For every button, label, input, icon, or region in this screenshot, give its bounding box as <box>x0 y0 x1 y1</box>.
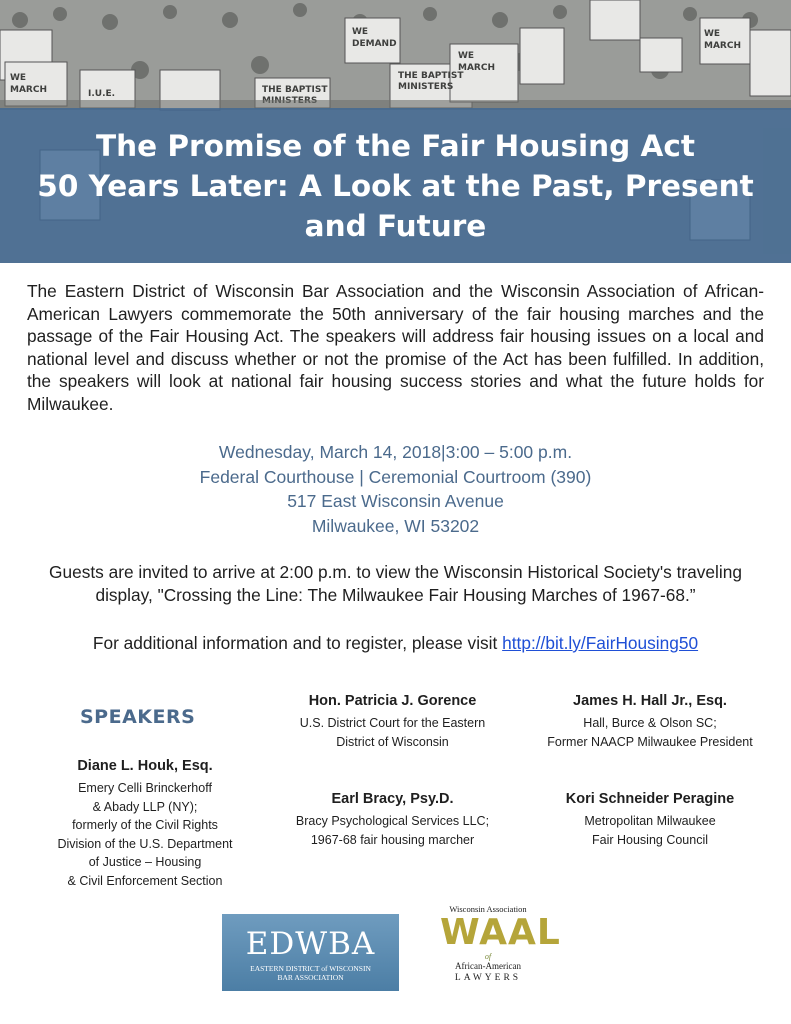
edwba-fullname <box>222 964 399 982</box>
speaker-desc <box>525 714 775 751</box>
waal-abbr: WAAL <box>440 912 561 953</box>
speaker-desc-line: Bracy Psychological Services LLC; <box>295 814 490 828</box>
registration-text: For additional information and to register, please visit <box>92 633 503 653</box>
svg-text:MINISTERS: MINISTERS <box>398 82 454 92</box>
intro-paragraph: The Eastern District of Wisconsin Bar Association and the Wisconsin Association of African-American Lawyers commemorate the 50th anniversary of the fair housing marches and the passage of the Fair Housing Act. The speakers will address fair housing issues on a local and national level and discuss whether or not the promise of the Act has been fulfilled. In addition, the speakers will look at national fair housing success stories and what the future holds for Milwaukee. <box>27 281 764 414</box>
svg-text:THE BAPTIST: THE BAPTIST <box>398 71 464 81</box>
speaker-desc <box>275 812 510 849</box>
speakers-heading: SPEAKERS <box>80 706 196 728</box>
svg-text:MARCH: MARCH <box>458 63 495 73</box>
svg-text:WE: WE <box>458 51 475 61</box>
guests-note: Guests are invited to arrive at 2:00 p.m. to view the Wisconsin Historical Society's traveling display, "Crossing the Line: The Milwaukee Fair Housing Marches of 1967-68.” <box>49 562 742 605</box>
svg-text:WE: WE <box>10 73 27 83</box>
speaker-desc <box>275 714 510 751</box>
speaker-desc-line: & Abady LLP (NY); <box>92 799 198 814</box>
speaker-desc-line: Emery Celli Brinckerhoff <box>78 781 212 795</box>
header-banner <box>0 0 791 263</box>
title-line: and Future <box>304 209 487 243</box>
speaker-desc-line: Metropolitan Milwaukee <box>584 814 716 828</box>
speaker-name: Diane L. Houk, Esq. <box>77 758 213 774</box>
waal-top: Wisconsin Association <box>449 904 527 914</box>
speaker-name: Kori Schneider Peragine <box>565 791 735 807</box>
title-line: 50 Years Later: A Look at the Past, Present <box>37 169 754 203</box>
speaker-desc-line: Former NAACP Milwaukee President <box>547 734 753 749</box>
speaker-hall <box>525 692 775 751</box>
edwba-logo <box>222 914 399 991</box>
speaker-peragine <box>525 790 775 849</box>
speaker-desc-line: 1967-68 fair housing marcher <box>310 832 475 847</box>
svg-text:THE BAPTIST: THE BAPTIST <box>262 85 328 95</box>
speaker-houk <box>40 757 250 890</box>
speaker-desc-line: Division of the U.S. Department <box>57 836 233 851</box>
speaker-desc-line: Hall, Burce & Olson SC; <box>583 716 717 730</box>
speaker-desc-line: U.S. District Court for the Eastern <box>299 716 486 730</box>
svg-text:MARCH: MARCH <box>10 85 47 95</box>
svg-text:I.U.E.: I.U.E. <box>88 89 116 99</box>
speaker-name: Earl Bracy, Psy.D. <box>331 791 454 807</box>
title-line: The Promise of the Fair Housing Act <box>96 129 695 163</box>
event-city: Milwaukee, WI 53202 <box>311 515 480 536</box>
waal-of: of <box>484 952 492 961</box>
svg-text:DEMAND: DEMAND <box>352 39 397 49</box>
speaker-gorence <box>275 692 510 751</box>
edwba-abbr: EDWBA <box>245 926 376 962</box>
event-details <box>0 440 791 538</box>
speaker-desc-line: Fair Housing Council <box>591 832 709 847</box>
svg-text:WE: WE <box>352 27 369 37</box>
waal-logo <box>440 904 561 994</box>
event-venue: Federal Courthouse | Ceremonial Courtroom (390) <box>199 466 592 487</box>
edwba-line: BAR ASSOCIATION <box>277 973 344 982</box>
speaker-desc-line: of Justice – Housing <box>88 855 202 869</box>
speaker-desc <box>40 779 250 890</box>
edwba-line: EASTERN DISTRICT of WISCONSIN <box>250 964 371 973</box>
svg-text:MARCH: MARCH <box>704 41 741 51</box>
svg-text:WE: WE <box>704 29 721 39</box>
speaker-bracy <box>275 790 510 849</box>
speaker-name: Hon. Patricia J. Gorence <box>308 693 477 709</box>
registration-info <box>0 632 791 655</box>
speaker-desc-line: District of Wisconsin <box>336 734 449 749</box>
speaker-desc-line: & Civil Enforcement Section <box>67 873 223 888</box>
event-street: 517 East Wisconsin Avenue <box>287 491 504 511</box>
speaker-desc-line: formerly of the Civil Rights <box>72 818 218 832</box>
registration-link[interactable]: http://bit.ly/FairHousing50 <box>502 633 699 653</box>
speaker-desc <box>525 812 775 849</box>
waal-lawyers: LAWYERS <box>454 973 522 983</box>
speaker-name: James H. Hall Jr., Esq. <box>573 693 727 709</box>
event-datetime: Wednesday, March 14, 2018|3:00 – 5:00 p.m. <box>218 442 573 462</box>
page-title <box>0 126 791 246</box>
waal-aa: African-American <box>455 961 521 971</box>
